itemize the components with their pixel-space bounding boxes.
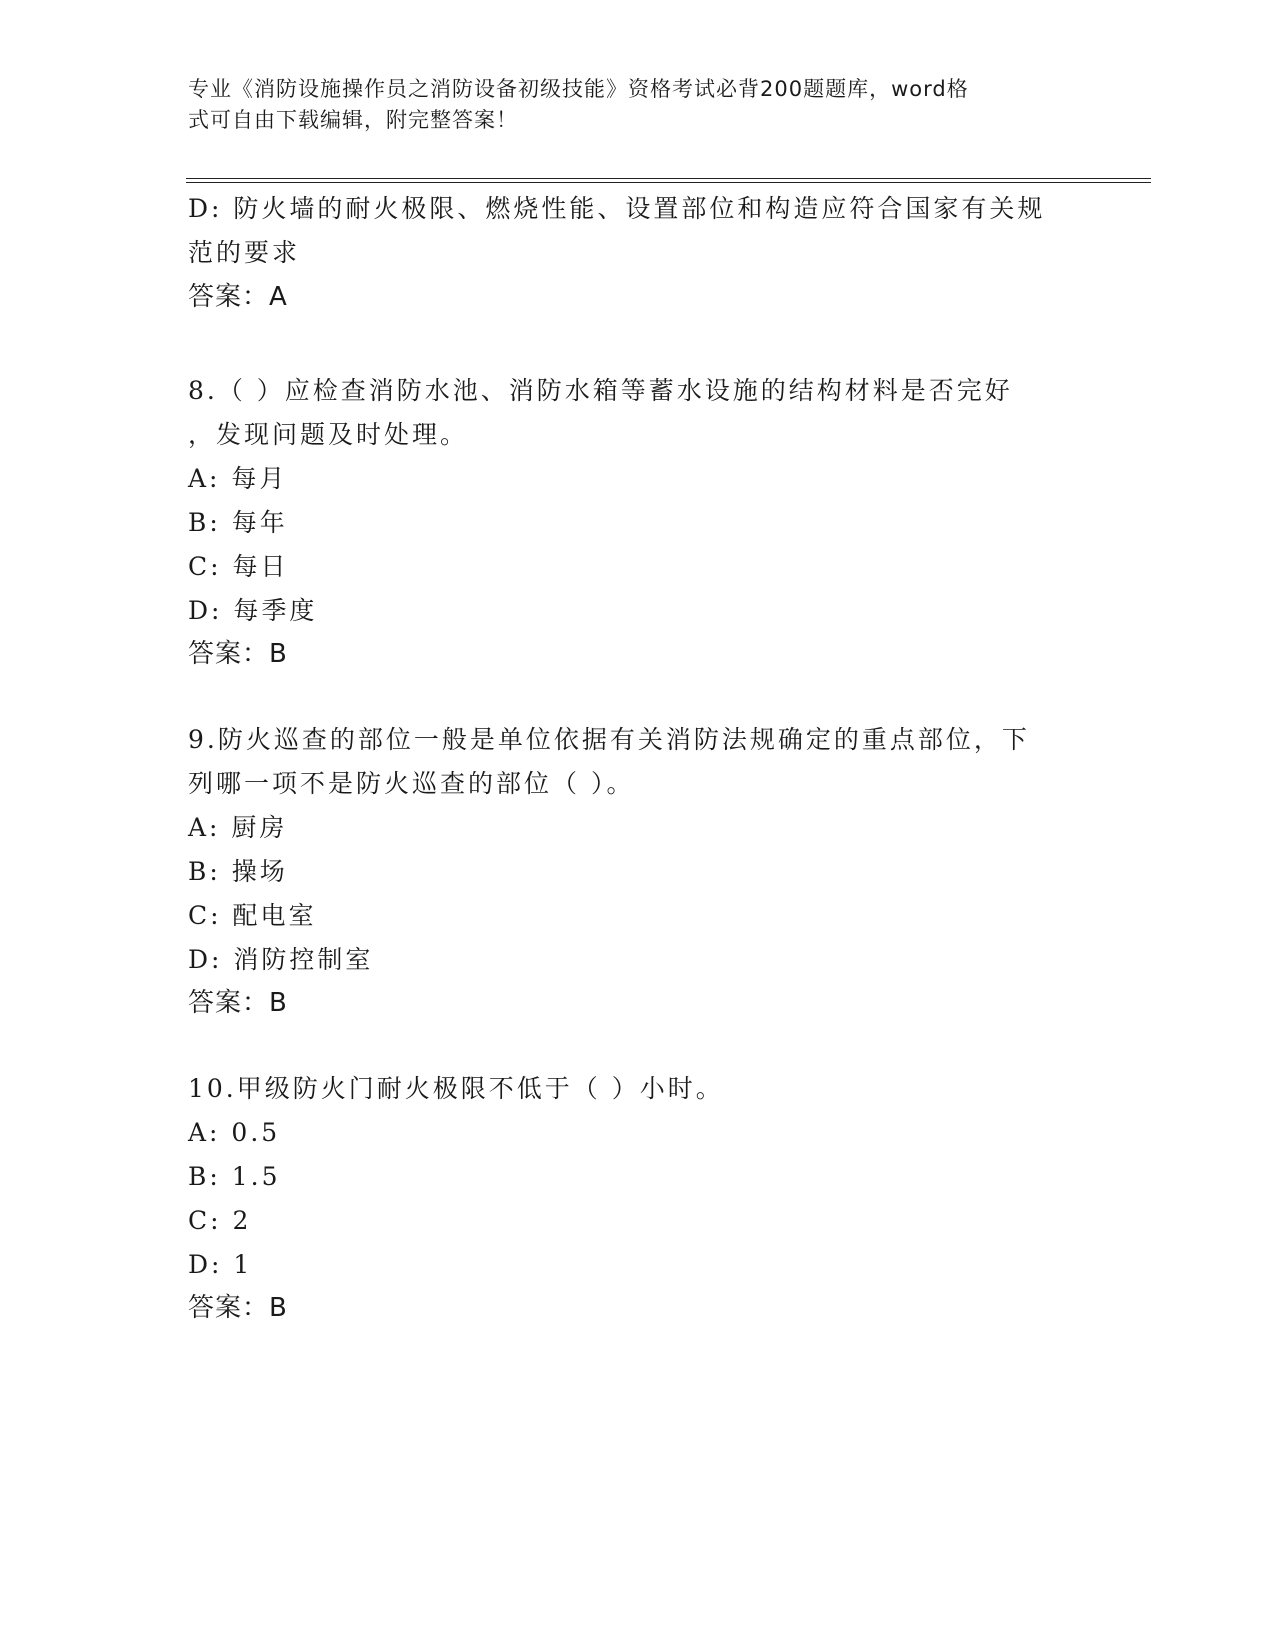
- answer-value: A: [269, 282, 288, 312]
- answer-label: 答案：: [188, 282, 270, 312]
- question-9-option-c: C: 配电室: [188, 901, 317, 930]
- question-10-option-a: A: 0.5: [188, 1118, 281, 1147]
- answer-value: B: [269, 1293, 288, 1323]
- question-9-option-b: B: 操场: [188, 857, 288, 886]
- question-8-option-a: A: 每月: [188, 464, 288, 493]
- question-8-option-c: C: 每日: [188, 552, 289, 581]
- question-8-option-b: B: 每年: [188, 508, 288, 537]
- answer-label: 答案：: [188, 639, 270, 669]
- question-8-option-d: D: 每季度: [188, 596, 318, 625]
- document-header: [188, 74, 1068, 136]
- question-9-answer: [188, 988, 288, 1018]
- question-10-option-d: D: 1: [188, 1250, 253, 1279]
- prev-answer: [188, 282, 288, 312]
- question-9-option-d: D: 消防控制室: [188, 945, 374, 974]
- header-line-2: 式可自由下载编辑，附完整答案！: [188, 108, 518, 132]
- answer-value: B: [269, 988, 288, 1018]
- header-divider-top: [186, 178, 1151, 179]
- question-10-stem-line-1: 10.甲级防火门耐火极限不低于（ ）小时。: [188, 1074, 724, 1103]
- header-line-1: 专业《消防设施操作员之消防设备初级技能》资格考试必背200题题库，word格: [188, 77, 969, 101]
- answer-label: 答案：: [188, 1293, 270, 1323]
- question-10-option-b: B: 1.5: [188, 1162, 281, 1191]
- question-10-option-c: C: 2: [188, 1206, 252, 1235]
- question-10-answer: [188, 1293, 288, 1323]
- question-9-option-a: A: 厨房: [188, 813, 288, 842]
- answer-value: B: [269, 639, 288, 669]
- answer-label: 答案：: [188, 988, 270, 1018]
- question-8-stem-line-2: ，发现问题及时处理。: [188, 420, 469, 449]
- prev-option-d-line-2: 范的要求: [188, 238, 301, 267]
- question-8-stem-line-1: 8.（ ）应检查消防水池、消防水箱等蓄水设施的结构材料是否完好: [188, 376, 1013, 405]
- prev-option-d-line-1: D: 防火墙的耐火极限、燃烧性能、设置部位和构造应符合国家有关规: [188, 194, 1046, 223]
- question-8-answer: [188, 639, 288, 669]
- question-9-stem-line-2: 列哪一项不是防火巡查的部位（ ）。: [188, 769, 635, 798]
- question-9-stem-line-1: 9.防火巡查的部位一般是单位依据有关消防法规确定的重点部位，下: [188, 725, 1030, 754]
- header-divider-bottom: [186, 182, 1151, 183]
